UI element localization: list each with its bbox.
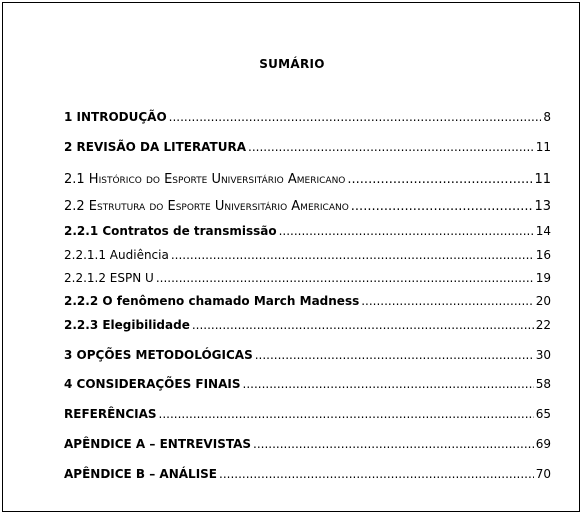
toc-entry (64, 348, 551, 362)
toc-entry (64, 199, 551, 214)
toc-entry-page: 58 (535, 377, 551, 391)
toc-entry-label: 2 REVISÃO DA LITERATURA (64, 140, 246, 154)
dot-leader (219, 467, 534, 481)
toc-entry-label: 2.2.1 Contratos de transmissão (64, 224, 277, 238)
toc-entry-page: 19 (535, 271, 551, 285)
dot-leader (248, 140, 534, 154)
toc-entry (64, 437, 551, 451)
toc-entry (64, 407, 551, 421)
toc-entry (64, 140, 551, 154)
page-title: SUMÁRIO (259, 57, 325, 71)
toc-entry-page: 13 (534, 199, 551, 214)
toc-entry-label: APÊNDICE B – ANÁLISE (64, 467, 217, 481)
document-page (2, 2, 580, 512)
toc-entry-label: 3 OPÇÕES METODOLÓGICAS (64, 348, 253, 362)
dot-leader (361, 294, 533, 308)
dot-leader (156, 271, 534, 285)
toc-entry-label: 1 INTRODUÇÃO (64, 110, 167, 124)
dot-leader (192, 318, 534, 332)
toc-entry-page: 16 (535, 248, 551, 262)
toc-entry-label: 2.2.1.2 ESPN U (64, 271, 154, 285)
toc-entry-page: 22 (535, 318, 551, 332)
toc-entry-label: 2.1 Histórico do Esporte Universitário Americano (64, 172, 346, 187)
toc-entry (64, 294, 551, 308)
toc-entry (64, 172, 551, 187)
toc-entry-page: 8 (543, 110, 551, 124)
dot-leader (243, 377, 534, 391)
dot-leader (169, 110, 542, 124)
toc-entry-label: 2.2.2 O fenômeno chamado March Madness (64, 294, 360, 308)
toc-entry (64, 318, 551, 332)
toc-entry-label: 2.2 Estrutura do Esporte Universitário Americano (64, 199, 349, 214)
toc-entry-label: 4 CONSIDERAÇÕES FINAIS (64, 377, 241, 391)
toc-entry (64, 271, 551, 285)
toc-entry-label: APÊNDICE A – ENTREVISTAS (64, 437, 252, 451)
toc-entry-label: 2.2.1.1 Audiência (64, 248, 169, 262)
dot-leader (171, 248, 534, 262)
dot-leader (255, 348, 534, 362)
dot-leader (351, 199, 533, 214)
toc-entry-page: 20 (535, 294, 551, 308)
dot-leader (279, 224, 534, 238)
toc-entry-page: 69 (535, 437, 551, 451)
toc-entry (64, 467, 551, 481)
dot-leader (159, 407, 534, 421)
toc-entry (64, 224, 551, 238)
toc-entry-page: 30 (535, 348, 551, 362)
toc-entry (64, 110, 551, 124)
toc-entry-label: 2.2.3 Elegibilidade (64, 318, 190, 332)
dot-leader (253, 437, 534, 451)
toc-entry (64, 248, 551, 262)
toc-entry-page: 65 (535, 407, 551, 421)
toc-entry-page: 14 (535, 224, 551, 238)
toc-entry-page: 70 (535, 467, 551, 481)
dot-leader (347, 172, 532, 187)
toc-entry (64, 377, 551, 391)
toc-entry-page: 11 (535, 140, 551, 154)
toc-entry-page: 11 (534, 172, 551, 187)
toc-entry-label: REFERÊNCIAS (64, 407, 157, 421)
